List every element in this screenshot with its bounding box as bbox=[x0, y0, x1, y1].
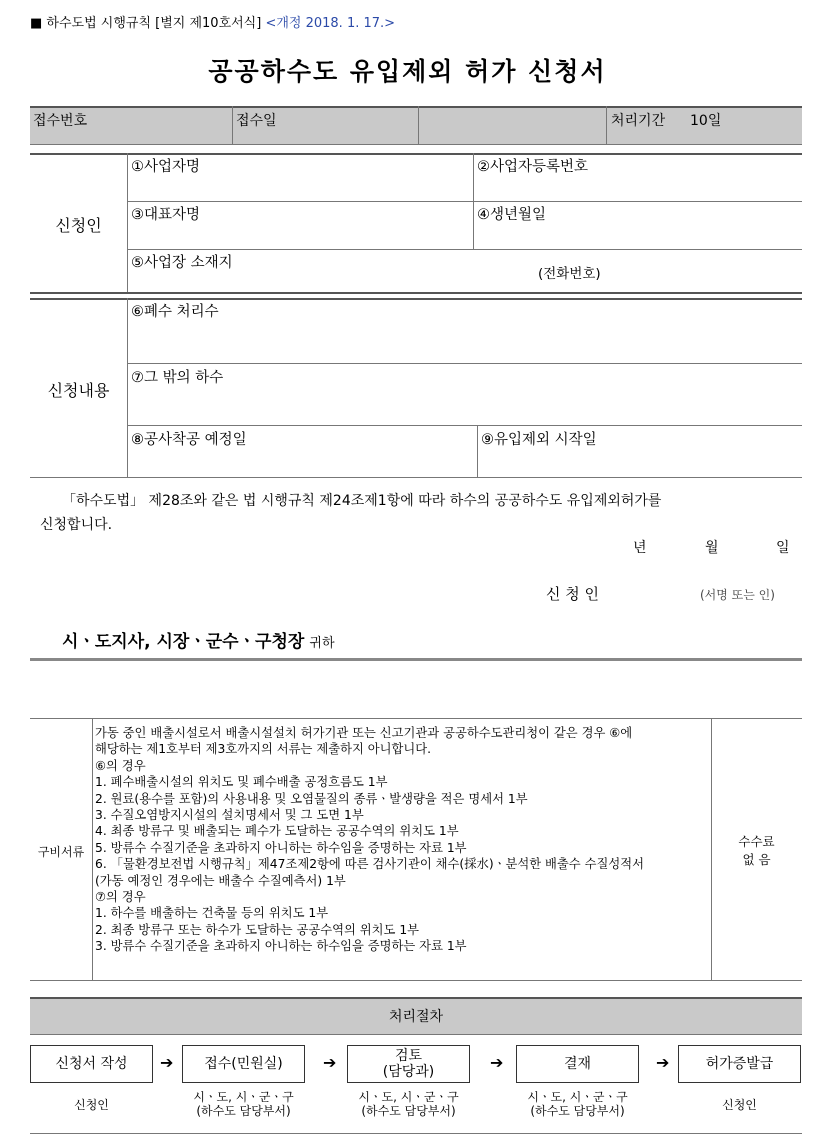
documents-list-line: 4. 최종 방류구 및 배출되는 폐수가 도달하는 공공수역의 위치도 1부 bbox=[95, 824, 459, 839]
arrow-right-icon: ➔ bbox=[323, 1053, 337, 1072]
business-address-field[interactable]: ⑤사업장 소재지 bbox=[131, 255, 233, 271]
procedure-step-actor-line: 시ㆍ도, 시ㆍ군ㆍ구 bbox=[358, 1090, 459, 1104]
procedure-step-actor-line: 신청인 bbox=[722, 1098, 757, 1112]
procedure-step-box bbox=[182, 1045, 305, 1083]
procedure-step-actor bbox=[337, 1090, 480, 1118]
business-name-field[interactable]: ①사업자명 bbox=[131, 159, 201, 175]
date-day-label: 일 bbox=[776, 540, 790, 556]
procedure-step-box bbox=[30, 1045, 153, 1083]
documents-list bbox=[95, 725, 709, 955]
documents-list-line: 2. 원료(용수를 포함)의 사용내용 및 오염물질의 종류ㆍ발생량을 적은 명세서 1부 bbox=[95, 791, 528, 806]
documents-label: 구비서류 bbox=[37, 845, 85, 859]
documents-list-line: 6. 「물환경보전법 시행규칙」제47조제2항에 따른 검사기관이 채수(採水)ㆍ분석한 배출수 수질성적서 bbox=[95, 857, 644, 872]
procedure-title: 처리절차 bbox=[388, 1009, 444, 1025]
documents-list-line: 가동 중인 배출시설로서 배출시설설치 허가기관 또는 신고기관과 공공하수도관리청이 같은 경우 ⑥에 bbox=[95, 726, 633, 740]
arrow-right-icon: ➔ bbox=[490, 1053, 504, 1072]
documents-list-line: ⑦의 경우 bbox=[95, 890, 146, 905]
date-year-label: 년 bbox=[633, 540, 647, 556]
form-reference: ■ 하수도법 시행규칙 [별지 제10호서식] bbox=[30, 16, 262, 31]
fee-info bbox=[711, 833, 802, 869]
receipt-row bbox=[30, 106, 802, 144]
birth-date-field[interactable]: ④생년월일 bbox=[477, 207, 547, 223]
procedure-step-label: 신청서 작성 bbox=[55, 1056, 128, 1072]
procedure-step-actor bbox=[20, 1098, 163, 1112]
procedure-step-actor bbox=[668, 1098, 811, 1112]
procedure-step-actor-line: 신청인 bbox=[74, 1098, 109, 1112]
documents-list-line: ⑥의 경우 bbox=[95, 758, 146, 773]
documents-list-line: 3. 수질오염방지시설의 설치명세서 및 그 도면 1부 bbox=[95, 808, 364, 823]
business-registration-number-field[interactable]: ②사업자등록번호 bbox=[477, 159, 589, 175]
procedure-step-label: 검토 bbox=[394, 1048, 423, 1064]
procedure-step-actor-line: (하수도 담당부서) bbox=[530, 1104, 625, 1118]
fee-label: 수수료 bbox=[738, 834, 775, 849]
procedure-step-actor-line: 시ㆍ도, 시ㆍ군ㆍ구 bbox=[527, 1090, 628, 1104]
procedure-step-box bbox=[347, 1045, 470, 1083]
procedure-step-box bbox=[516, 1045, 639, 1083]
procedure-step-actor bbox=[172, 1090, 315, 1118]
addressee-suffix: 귀하 bbox=[309, 636, 335, 651]
procedure-step-actor-line: 시ㆍ도, 시ㆍ군ㆍ구 bbox=[193, 1090, 294, 1104]
documents-list-line: 1. 하수를 배출하는 건축물 등의 위치도 1부 bbox=[95, 906, 329, 921]
procedure-step-box bbox=[678, 1045, 801, 1083]
wastewater-treatment-field[interactable]: ⑥폐수 처리수 bbox=[131, 304, 219, 320]
procedure-step-sublabel: (담당과) bbox=[382, 1064, 435, 1080]
form-header bbox=[30, 12, 395, 31]
procedure-step-label: 허가증발급 bbox=[705, 1056, 774, 1072]
revision-note: <개정 2018. 1. 17.> bbox=[265, 16, 396, 31]
documents-list-line: 5. 방류수 수질기준을 초과하지 아니하는 하수임을 증명하는 자료 1부 bbox=[95, 840, 467, 855]
addressee-name: 시ㆍ도지사, 시장ㆍ군수ㆍ구청장 bbox=[62, 632, 305, 652]
documents-list-line: 1. 폐수배출시설의 위치도 및 폐수배출 공정흐름도 1부 bbox=[95, 775, 388, 790]
procedure-step-actor bbox=[506, 1090, 649, 1118]
addressee bbox=[62, 627, 335, 652]
arrow-right-icon: ➔ bbox=[160, 1053, 174, 1072]
fee-value: 없 음 bbox=[742, 852, 771, 867]
exclusion-start-date-field[interactable]: ⑨유입제외 시작일 bbox=[481, 432, 597, 448]
statement-line-1: 「하수도법」 제28조와 같은 법 시행규칙 제24조제1항에 따라 하수의 공공하수도 유입제외허가를 bbox=[62, 493, 662, 509]
processing-period-value: 10일 bbox=[690, 113, 722, 129]
documents-list-line: 2. 최종 방류구 또는 하수가 도달하는 공공수역의 위치도 1부 bbox=[95, 922, 420, 937]
applicant-section-label: 신청인 bbox=[55, 216, 102, 235]
documents-list-line: (가동 예정인 경우에는 배출수 수질예측서) 1부 bbox=[95, 873, 346, 888]
page-title: 공공하수도 유입제외 허가 신청서 bbox=[208, 57, 607, 86]
procedure-step-actor-line: (하수도 담당부서) bbox=[361, 1104, 456, 1118]
signature-field[interactable]: (서명 또는 인) bbox=[700, 588, 775, 602]
date-month-label: 월 bbox=[705, 540, 719, 556]
statement-line-2: 신청합니다. bbox=[40, 517, 113, 533]
procedure-step-label: 접수(민원실) bbox=[204, 1056, 283, 1072]
receipt-number-label: 접수번호 bbox=[33, 113, 88, 129]
content-section-label: 신청내용 bbox=[47, 381, 110, 400]
documents-list-line: 해당하는 제1호부터 제3호까지의 서류는 제출하지 아니합니다. bbox=[95, 742, 432, 757]
representative-name-field[interactable]: ③대표자명 bbox=[131, 207, 201, 223]
construction-start-date-field[interactable]: ⑧공사착공 예정일 bbox=[131, 432, 247, 448]
receipt-date-label: 접수일 bbox=[236, 113, 277, 129]
arrow-right-icon: ➔ bbox=[656, 1053, 670, 1072]
signer-label: 신 청 인 bbox=[546, 585, 600, 603]
other-sewage-field[interactable]: ⑦그 밖의 하수 bbox=[131, 370, 224, 386]
procedure-step-label: 결재 bbox=[563, 1056, 592, 1072]
procedure-step-actor-line: (하수도 담당부서) bbox=[196, 1104, 291, 1118]
documents-list-line: 3. 방류수 수질기준을 초과하지 아니하는 하수임을 증명하는 자료 1부 bbox=[95, 939, 467, 954]
processing-period-label: 처리기간 bbox=[611, 113, 666, 129]
phone-number-field[interactable]: (전화번호) bbox=[538, 266, 601, 282]
